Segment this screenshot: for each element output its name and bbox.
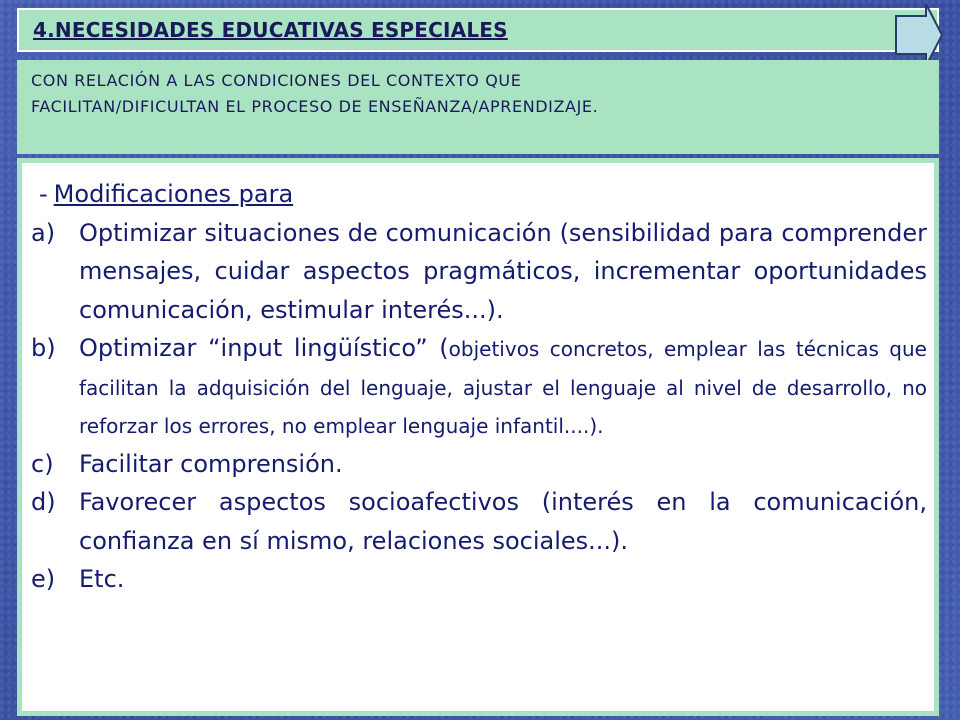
list-item-text: Facilitar comprensión. xyxy=(79,449,343,478)
content-body xyxy=(31,175,927,599)
subtitle-line-1: CON RELACIÓN A LAS CONDICIONES DEL CONTEXTO QUE xyxy=(31,71,522,90)
list-marker: c) xyxy=(31,449,54,478)
list-item-a xyxy=(31,214,927,330)
title-bar xyxy=(17,8,939,52)
heading-dash: - xyxy=(39,180,48,208)
subtitle xyxy=(31,68,921,120)
list-item-d xyxy=(31,483,927,560)
list-item-text xyxy=(79,329,927,445)
list-item-e xyxy=(31,560,927,599)
arrow-right-icon[interactable] xyxy=(890,2,946,68)
heading-text: Modificaciones para xyxy=(53,180,294,208)
list-marker: b) xyxy=(31,334,56,362)
list-item-text: Etc. xyxy=(79,565,125,593)
list-item-c xyxy=(31,445,927,484)
list-marker: e) xyxy=(31,565,56,593)
subtitle-line-2: FACILITAN/DIFICULTAN EL PROCESO DE ENSEÑANZA/APRENDIZAJE. xyxy=(31,97,599,116)
slide-title: 4.NECESIDADES EDUCATIVAS ESPECIALES xyxy=(33,18,508,42)
list-item-text: Favorecer aspectos socioafectivos (interés en la comunicación, confianza en sí mismo, relaciones sociales...). xyxy=(79,488,927,555)
list-marker: d) xyxy=(31,488,56,516)
list-item-text: Optimizar situaciones de comunicación (sensibilidad para comprender mensajes, cuidar aspectos pragmáticos, incrementar oportunidades comunicación, estimular interés...). xyxy=(79,218,927,324)
list-item-text-main: Optimizar “input lingüístico” ( xyxy=(79,334,449,362)
content-box xyxy=(17,158,939,716)
list-item-b xyxy=(31,329,927,445)
subtitle-box xyxy=(17,60,939,154)
list-item-text-small: objetivos concretos, emplear las técnicas que facilitan la adquisición del lenguaje, ajustar el lenguaje al nivel de desarrollo, no reforzar los errores, no emplear lenguaje infantil....). xyxy=(79,337,927,438)
section-heading xyxy=(31,175,927,214)
list-marker: a) xyxy=(31,218,56,247)
